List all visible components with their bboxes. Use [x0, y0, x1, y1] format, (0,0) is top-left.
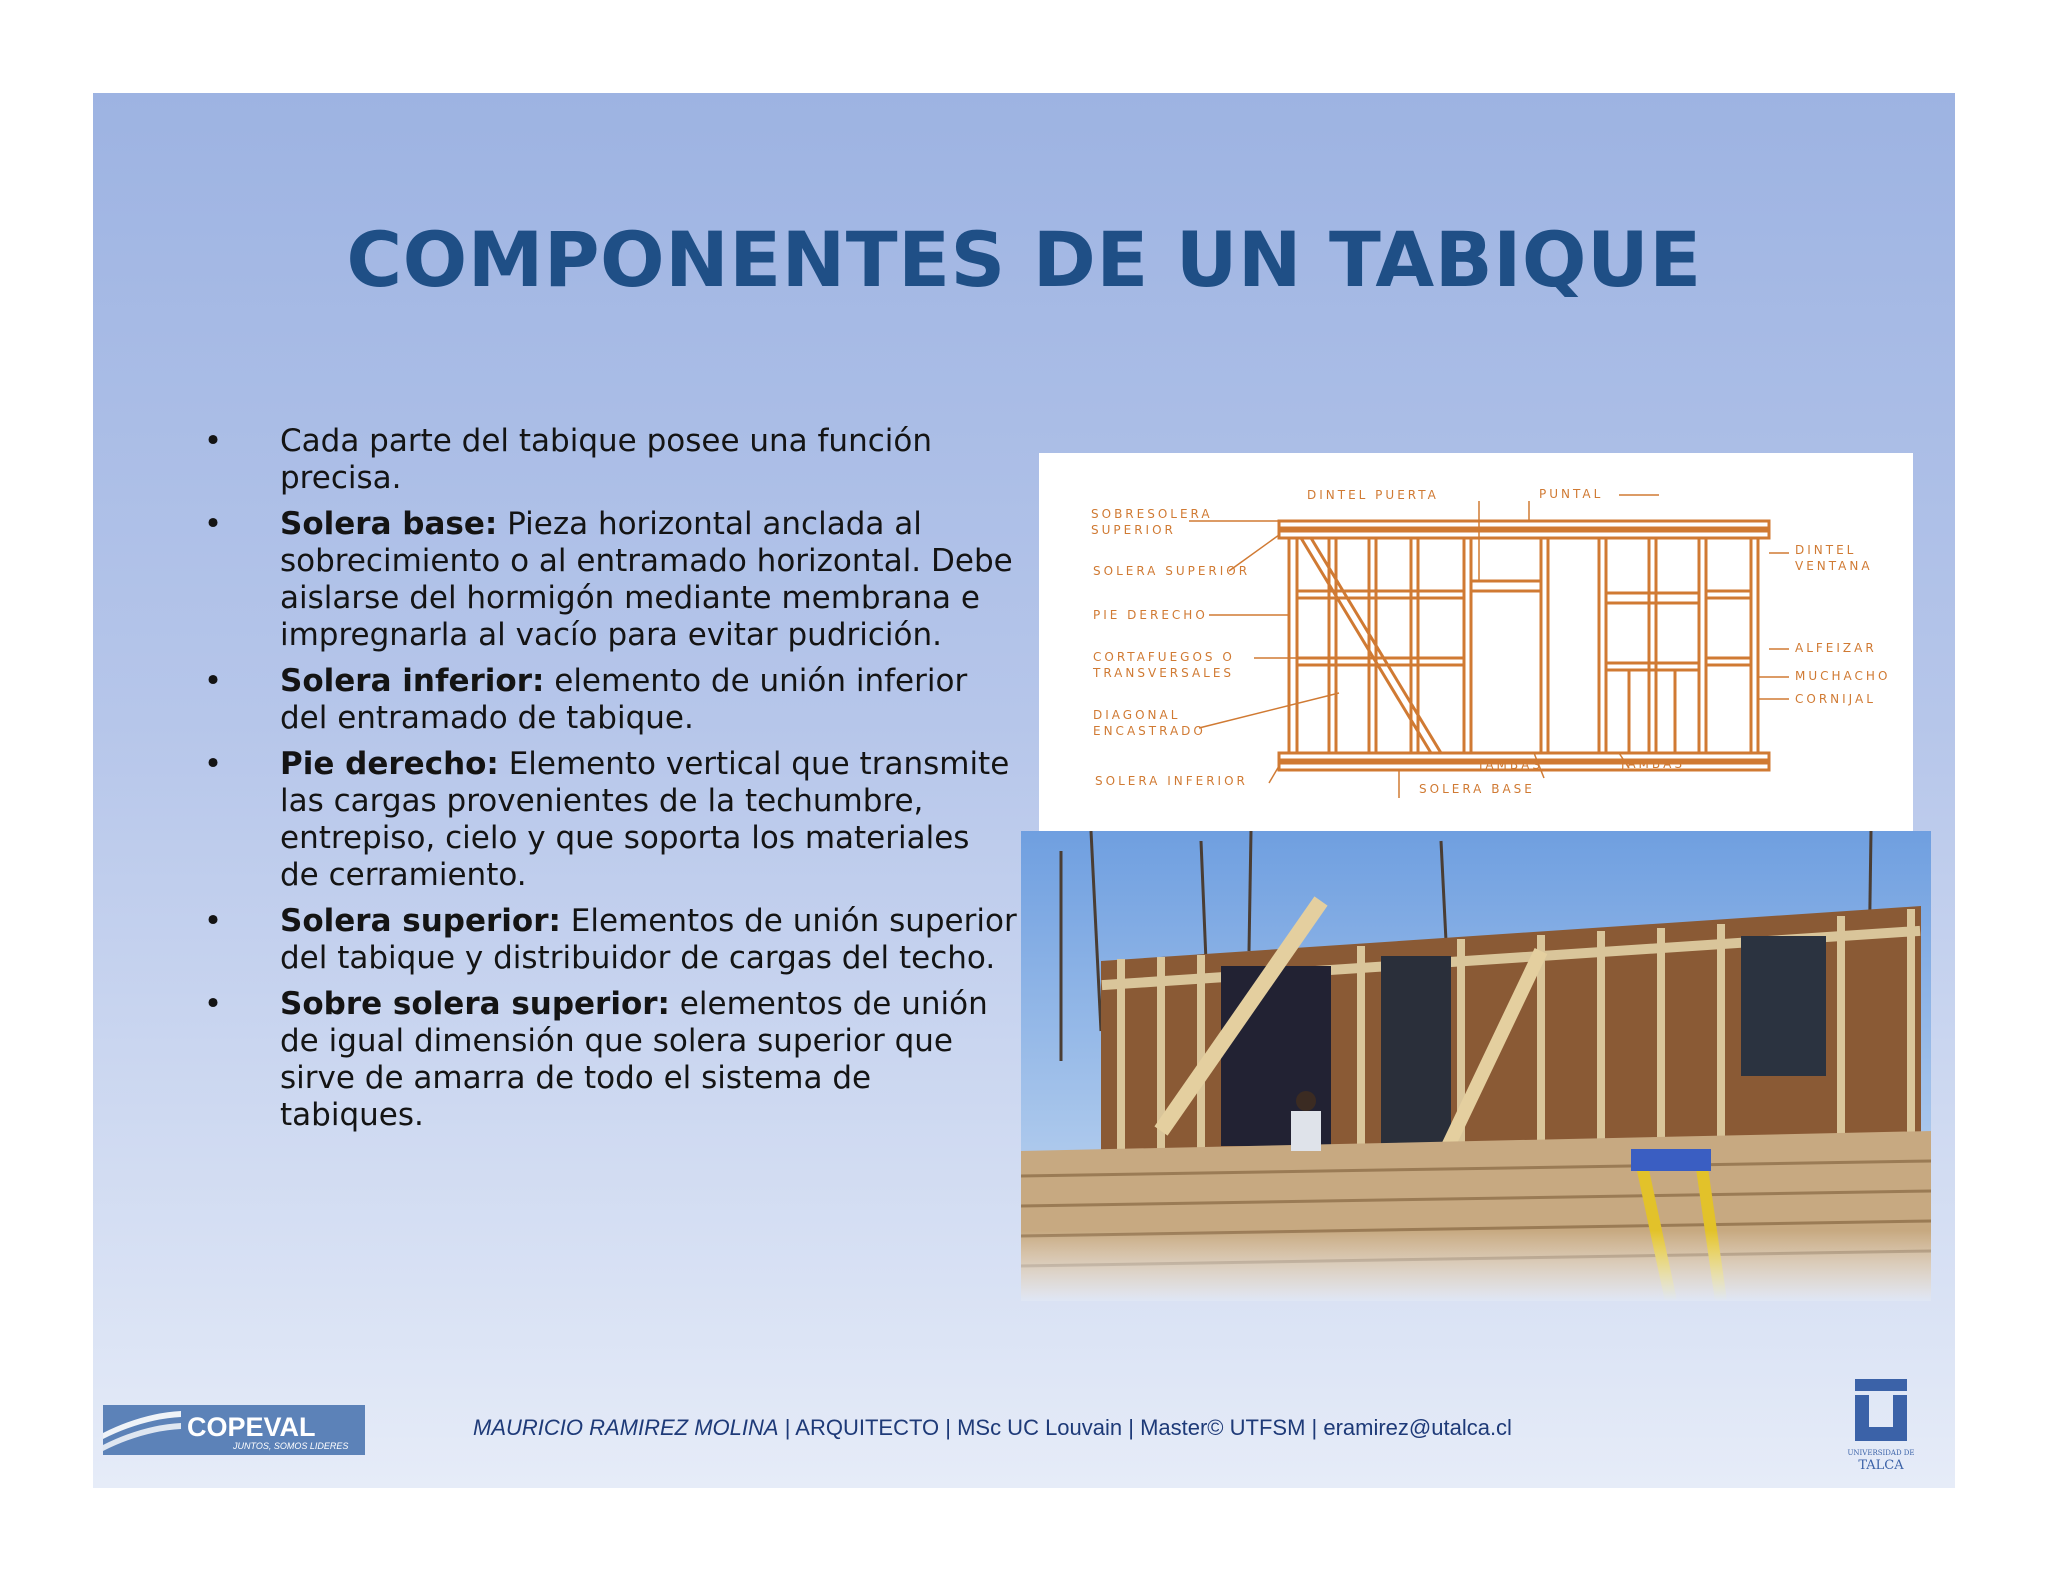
utalca-line1: UNIVERSIDAD DE — [1847, 1449, 1915, 1457]
label-alfeizar: ALFEIZAR — [1795, 641, 1877, 655]
bullet-marker: • — [203, 423, 223, 459]
slide-title: COMPONENTES DE UN TABIQUE — [346, 215, 1702, 304]
bullet-list — [198, 423, 1018, 1143]
label-encastrado: ENCASTRADO — [1093, 724, 1206, 738]
label-solera-inferior: SOLERA INFERIOR — [1095, 774, 1248, 788]
copeval-logo — [103, 1405, 365, 1455]
bullet-item — [198, 506, 1018, 654]
label-jambas-2: JAMBAS — [1621, 757, 1685, 771]
bullet-marker: • — [203, 506, 223, 542]
construction-photo — [1021, 831, 1931, 1301]
label-ventana: VENTANA — [1795, 559, 1873, 573]
label-superior: SUPERIOR — [1091, 523, 1176, 537]
bullet-item — [198, 423, 1018, 497]
label-puntal: PUNTAL — [1539, 487, 1604, 501]
copeval-name: COPEVAL — [187, 1412, 316, 1442]
bullet-term: Solera superior: — [280, 903, 561, 939]
bullet-term: Sobre solera superior: — [280, 986, 670, 1022]
bullet-text: elemento de unión inferior del entramado de tabique. — [280, 663, 968, 736]
wall-framing-diagram — [1039, 453, 1913, 831]
bullet-marker: • — [203, 903, 223, 939]
author-name: MAURICIO RAMIREZ MOLINA — [473, 1415, 779, 1440]
bullet-term: Pie derecho: — [280, 746, 499, 782]
author-details: | ARQUITECTO | MSc UC Louvain | Master© UTFSM | eramirez@utalca.cl — [778, 1415, 1512, 1440]
bullet-item — [198, 663, 1018, 737]
label-sobresolera: SOBRESOLERA — [1091, 507, 1213, 521]
label-cortafuegos: CORTAFUEGOS O — [1093, 650, 1235, 664]
bullet-marker: • — [203, 986, 223, 1022]
bullet-term: Solera inferior: — [280, 663, 545, 699]
label-transversales: TRANSVERSALES — [1093, 666, 1235, 680]
label-cornijal: CORNIJAL — [1795, 692, 1876, 706]
bullet-item — [198, 746, 1018, 894]
bullet-text: Cada parte del tabique posee una función precisa. — [280, 423, 932, 496]
label-dintel: DINTEL — [1795, 543, 1857, 557]
bullet-marker: • — [203, 746, 223, 782]
label-muchacho: MUCHACHO — [1795, 669, 1891, 683]
label-diagonal: DIAGONAL — [1093, 708, 1181, 722]
bullet-text: Pieza horizontal anclada al sobrecimiento o al entramado horizontal. Debe aislarse del hormigón mediante membrana e impregnarla al vacío para evitar pudrición. — [280, 506, 1013, 653]
utalca-line2: TALCA — [1858, 1458, 1904, 1473]
copeval-logo-graphic — [103, 1405, 365, 1455]
construction-scene — [1021, 831, 1931, 1301]
bullet-marker: • — [203, 663, 223, 699]
label-solera-superior: SOLERA SUPERIOR — [1093, 564, 1251, 578]
bullet-item — [198, 986, 1018, 1134]
footer-credits — [473, 1415, 1573, 1441]
bullet-text: Elementos de unión superior del tabique y distribuidor de cargas del techo. — [280, 903, 1017, 976]
bullet-text: Elemento vertical que transmite las cargas provenientes de la techumbre, entrepiso, cielo y que soporta los materiales de cerramiento. — [280, 746, 1010, 893]
framing-drawing — [1039, 453, 1913, 831]
utalca-logo-graphic — [1845, 1379, 1915, 1479]
copeval-tagline: JUNTOS, SOMOS LIDERES — [233, 1441, 349, 1451]
slide — [93, 93, 1955, 1488]
bullet-text: elementos de unión de igual dimensión que solera superior que sirve de amarra de todo el sistema de tabiques. — [280, 986, 988, 1133]
label-pie-derecho: PIE DERECHO — [1093, 608, 1208, 622]
label-dintel-puerta: DINTEL PUERTA — [1307, 488, 1439, 502]
bullet-item — [198, 903, 1018, 977]
bullet-term: Solera base: — [280, 506, 498, 542]
utalca-logo — [1845, 1379, 1915, 1479]
label-jambas-1: JAMBAS — [1479, 758, 1543, 772]
label-solera-base: SOLERA BASE — [1419, 782, 1535, 796]
